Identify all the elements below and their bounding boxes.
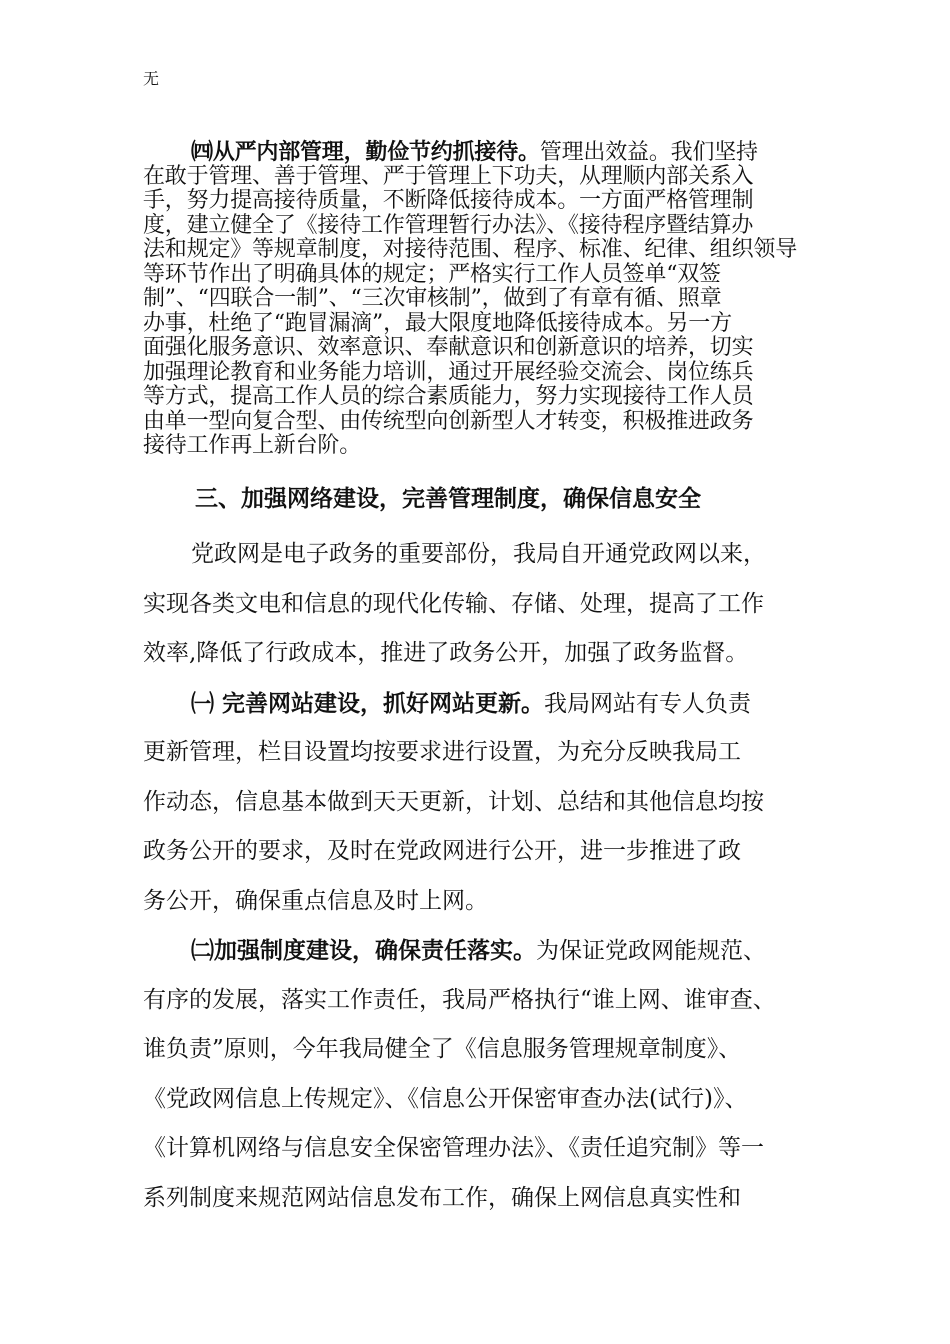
paragraph-text: 我局网站有专人负责	[544, 690, 752, 717]
paragraph-line: 接待工作再上新台阶。	[143, 433, 362, 458]
item-1-lead: ㈠ 完善网站建设，抓好网站更新。	[191, 689, 545, 717]
paragraph-line: 度，建立健全了《接待工作管理暂行办法》、《接待程序暨结算办	[143, 212, 754, 238]
section-4-paragraph	[143, 140, 823, 459]
item-2-lead: ㈡加强制度建设，确保责任落实。	[191, 937, 536, 964]
page-header: 无	[143, 69, 160, 88]
paragraph-line: 由单一型向复合型、由传统型向创新型人才转变，积极推进政务	[143, 408, 754, 434]
paragraph-line: 系列制度来规范网站信息发布工作，确保上网信息真实性和	[143, 1184, 741, 1211]
paragraph-line: 务公开，确保重点信息及时上网。	[143, 887, 488, 914]
paragraph-text: 管理出效益。我们坚持	[539, 140, 758, 165]
paragraph-line: 谁负责”原则，今年我局健全了《信息服务管理规章制度》、	[143, 1036, 742, 1062]
paragraph-line: 在敢于管理、善于管理、严于管理上下功夫，从理顺内部关系入	[143, 163, 754, 189]
paragraph-line: 效率,降低了行政成本，推进了政务公开，加强了政务监督。	[143, 640, 749, 666]
paragraph-line: 面强化服务意识、效率意识、奉献意识和创新意识的培养，切实	[143, 335, 754, 360]
paragraph-line	[143, 140, 823, 165]
section-3-body	[143, 530, 823, 1223]
paragraph-text: 为保证党政网能规范、	[536, 938, 766, 964]
paragraph-line	[143, 926, 823, 976]
paragraph-line: 作动态，信息基本做到天天更新，计划、总结和其他信息均按	[143, 788, 764, 815]
paragraph-line: 实现各类文电和信息的现代化传输、存储、处理，提高了工作	[143, 590, 764, 617]
paragraph-line: 《党政网信息上传规定》、《信息公开保密审查办法(试行)》、	[143, 1085, 748, 1112]
paragraph-line: 政务公开的要求，及时在党政网进行公开，进一步推进了政	[143, 838, 741, 864]
paragraph-line: 手，努力提高接待质量，不断降低接待成本。一方面严格管理制	[143, 188, 754, 213]
section-3-heading: 三、加强网络建设，完善管理制度，确保信息安全	[195, 485, 701, 512]
paragraph-line: 制”、“四联合一制”、“三次审核制”，做到了有章有循、照章	[143, 286, 722, 311]
section-4-lead: ㈣从严内部管理，勤俭节约抓接待。	[191, 139, 540, 165]
paragraph-line: 《计算机网络与信息安全保密管理办法》、《责任追究制》等一	[143, 1135, 764, 1161]
paragraph-line: 更新管理，栏目设置均按要求进行设置，为充分反映我局工	[143, 739, 741, 765]
paragraph-line: 党政网是电子政务的重要部份，我局自开通党政网以来，	[191, 541, 766, 567]
paragraph-line	[143, 679, 823, 729]
paragraph-line: 加强理论教育和业务能力培训，通过开展经验交流会、岗位练兵	[143, 359, 754, 385]
paragraph-line: 办事，杜绝了“跑冒漏滴”，最大限度地降低接待成本。另一方	[143, 310, 732, 336]
paragraph-line: 法和规定》等规章制度，对接待范围、程序、标准、纪律、组织领导	[143, 237, 798, 262]
paragraph-line: 有序的发展，落实工作责任，我局严格执行“谁上网、谁审查、	[143, 986, 776, 1013]
paragraph-line: 等环节作出了明确具体的规定；严格实行工作人员签单“双签	[143, 261, 721, 287]
paragraph-line: 等方式，提高工作人员的综合素质能力，努力实现接待工作人员	[143, 384, 754, 409]
